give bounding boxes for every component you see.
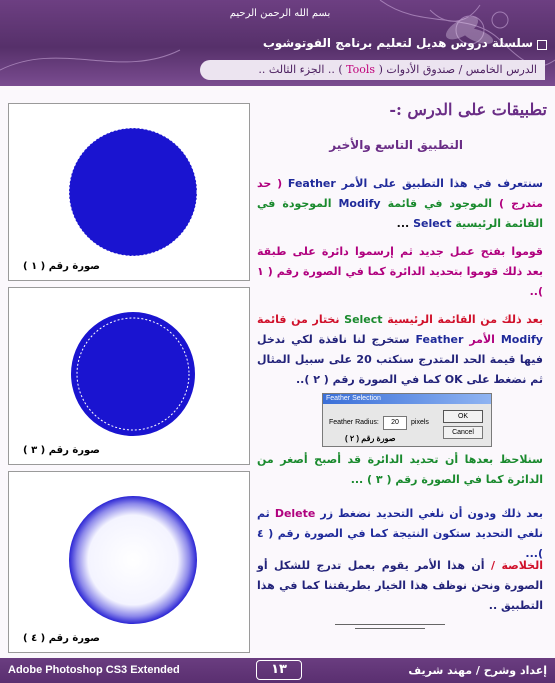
p3-select: Select: [344, 313, 383, 326]
lesson-bar: [200, 60, 545, 80]
p5-text-c: ثم نلغي التحديد ستكون النتيجة كما في الصورة رقم ( ٤ )...: [257, 507, 543, 560]
figure-2-caption: صورة رقم ( ٢ ): [345, 434, 396, 443]
square-bullet-icon: [537, 40, 547, 50]
selected-circle-image: [9, 104, 249, 280]
basmala: بسم الله الرحمن الرحيم: [229, 8, 331, 19]
divider-line-short: [355, 628, 425, 629]
p6-text: أن هذا الأمر يقوم بعمل تدرج للشكل أو الصورة ونحن نوظف هذا الخيار بطريقتنا كما في هذا التطبيق ..: [257, 559, 543, 612]
page-number: ١٣: [256, 660, 302, 680]
author-credit: إعداد وشرح / مهند شريف: [408, 664, 547, 677]
lesson-suffix: ) .. الجزء الثالث ..: [258, 63, 343, 76]
figure-4-caption: صورة رقم ( ٤ ): [23, 633, 100, 644]
p1-feather: Feather: [287, 177, 336, 190]
p3-text-a: بعد ذلك من القائمة الرئيسية: [387, 313, 543, 326]
lesson-prefix: الدرس الخامس / صندوق الأدوات (: [378, 63, 537, 76]
header-banner: [0, 0, 555, 86]
footer-bar: [0, 658, 555, 683]
figure-4: [8, 471, 250, 653]
p1-text-f: الموجودة في القائمة الرئيسية: [257, 197, 543, 230]
paragraph-1: [257, 174, 543, 234]
p4-text: سنلاحظ بعدها أن تحديد الدائرة قد أصبح أصغر من الدائرة كما في الصورة رقم ( ٣ ) ...: [257, 453, 543, 486]
paragraph-3: [257, 310, 543, 390]
feather-selection-dialog: [322, 393, 492, 447]
p3-feather: Feather: [415, 333, 464, 346]
p5-text-a: بعد ذلك ودون أن نلغي التحديد نضغط زر: [320, 507, 543, 520]
ok-button[interactable]: OK: [443, 410, 483, 423]
product-name: Adobe Photoshop CS3 Extended: [8, 664, 180, 676]
p1-text-a: سنتعرف في هذا التطبيق على الأمر: [341, 177, 543, 190]
paragraph-4: [257, 450, 543, 490]
paragraph-5: [257, 504, 543, 564]
p1-note: ( حد متدرج ): [257, 177, 543, 210]
p3-text-c: نختار من قائمة: [257, 313, 340, 326]
paragraph-6: [257, 556, 543, 616]
cancel-button[interactable]: Cancel: [443, 426, 483, 439]
paragraph-2: [257, 242, 543, 302]
dialog-title: Feather Selection: [323, 394, 491, 404]
figure-3: [8, 287, 250, 465]
feather-unit-label: pixels: [411, 419, 429, 426]
feather-radius-label: Feather Radius:: [329, 419, 379, 426]
series-title: سلسلة دروس هديل لتعليم برنامج الفوتوشوب: [262, 36, 533, 50]
p2-text: قوموا بفتح عمل جديد ثم إرسموا دائرة على طبقة بعد ذلك قوموا بتحديد الدائرة كما في الصورة رقم ( ١ )..: [257, 245, 543, 298]
p1-ellipsis: ...: [396, 217, 410, 230]
feathered-result-image: [9, 472, 249, 652]
subheading: التطبيق التاسع والأخير: [329, 138, 463, 152]
divider-line: [335, 624, 445, 625]
p6-label: الخلاصة /: [491, 559, 543, 572]
figure-1: [8, 103, 250, 281]
section-title: تطبيقات على الدرس :-: [389, 100, 547, 119]
feather-radius-input[interactable]: 20: [383, 416, 407, 430]
p5-delete: Delete: [274, 507, 316, 520]
p3-modify: Modify: [500, 333, 543, 346]
p3-text-g: ستخرج لنا نافذة لكي ندخل فيها قيمة الحد المتدرج سنكتب 20 على سبيل المثال ثم نضغط على OK كما في الصورة رقم ( ٢ )..: [257, 333, 543, 386]
feathered-selection-image: [9, 288, 249, 464]
p1-select: Select: [413, 217, 452, 230]
p1-text-d: الموجود في قائمة: [387, 197, 493, 210]
lesson-tools: Tools: [346, 63, 376, 76]
figure-1-caption: صورة رقم ( ١ ): [23, 261, 100, 272]
p3-text-e: الأمر: [469, 333, 495, 346]
figure-3-caption: صورة رقم ( ٣ ): [23, 445, 100, 456]
p1-modify: Modify: [338, 197, 381, 210]
